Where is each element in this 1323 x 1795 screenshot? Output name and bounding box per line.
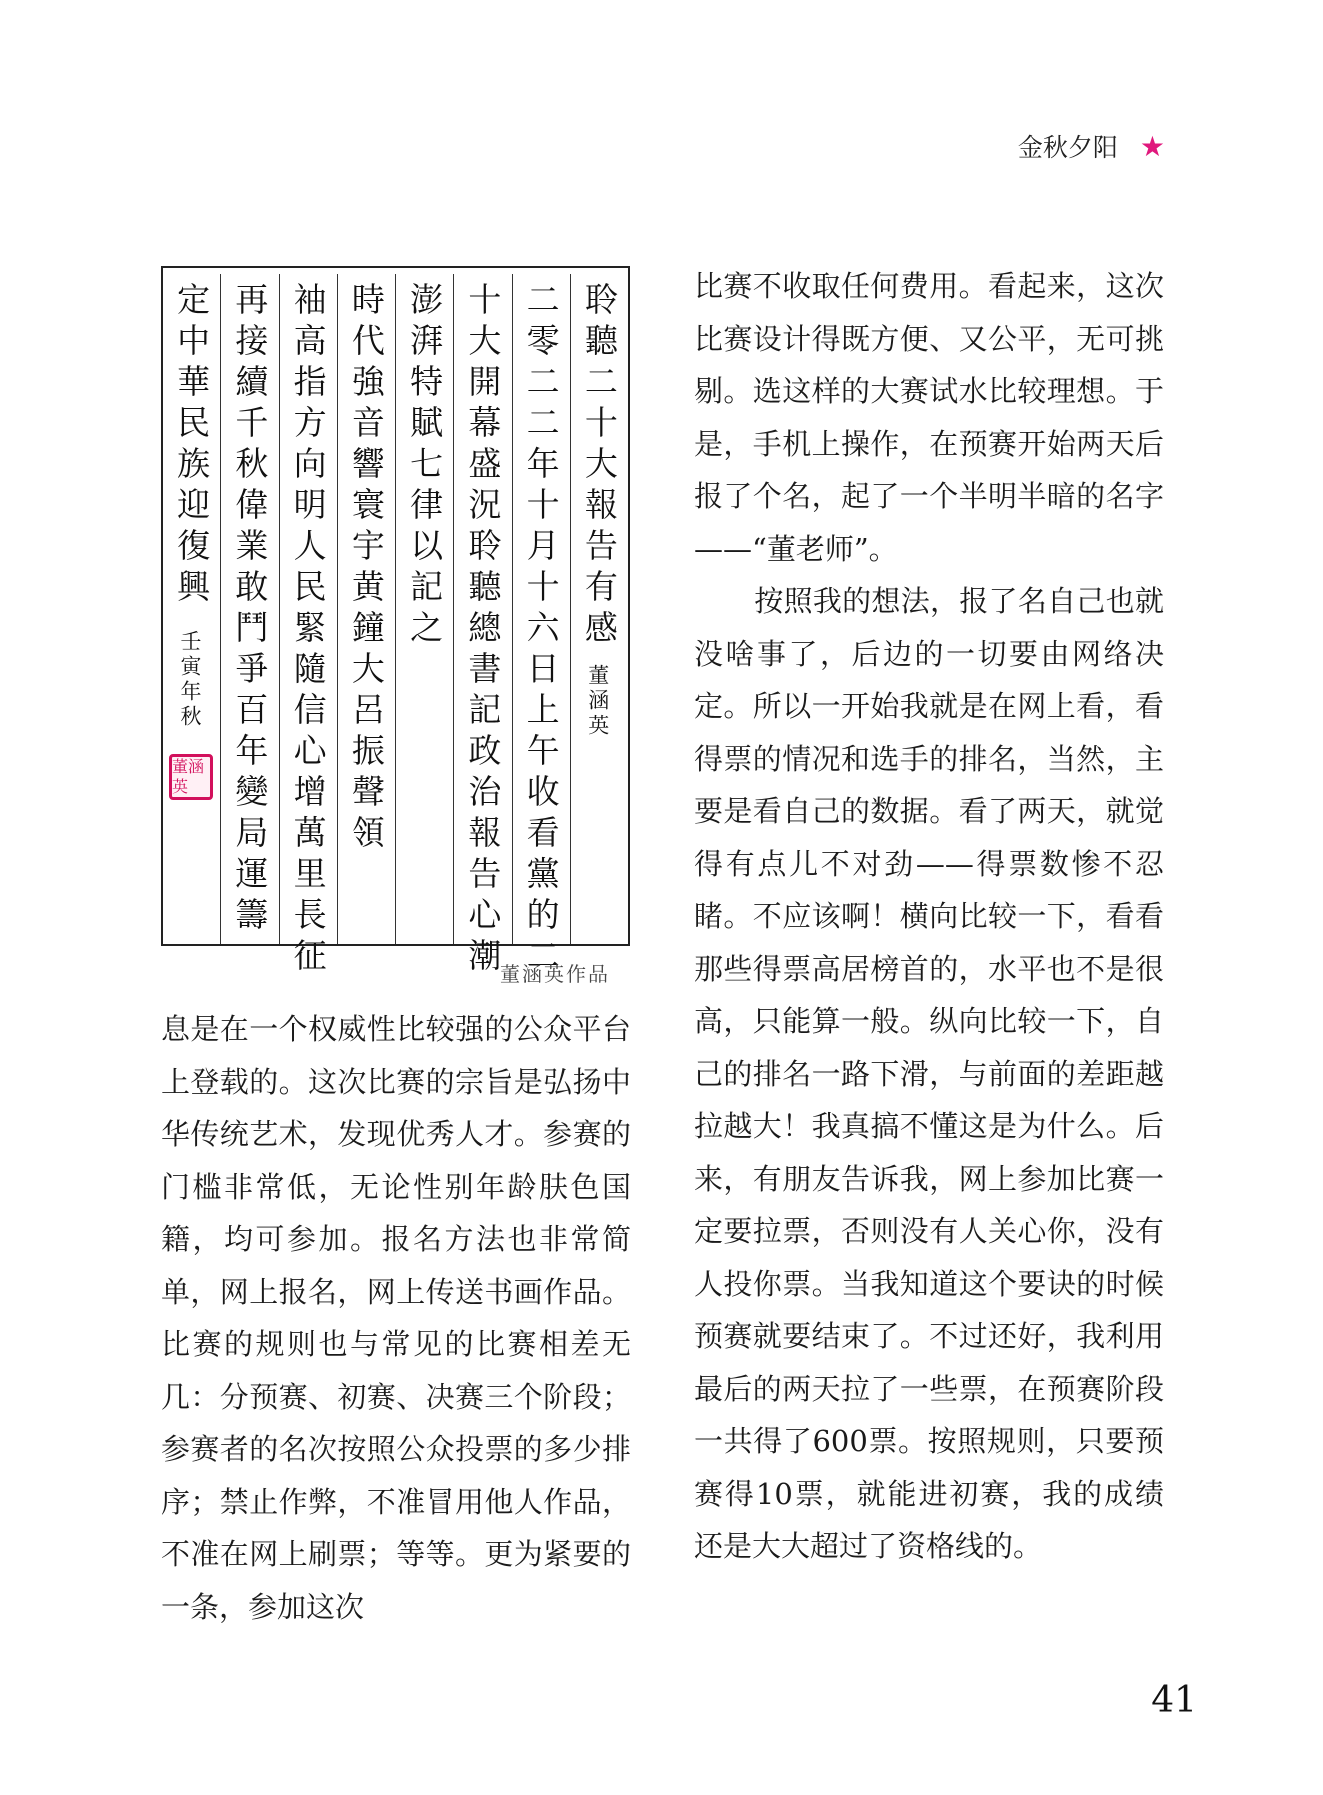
date-signature: 壬寅年秋: [178, 630, 202, 730]
calligraphy-column: [163, 274, 220, 944]
calligraphy-column: [570, 274, 628, 944]
seal-text: 董涵英: [172, 757, 205, 796]
calligraphy-text: 二零二二年十月十六日上午收看黨的二: [521, 282, 561, 979]
calligraphy-text: 聆聽二十大報告有感: [579, 282, 619, 651]
page-number: 41: [1151, 1680, 1197, 1721]
calligraphy-text: 袖高指方向明人民緊隨信心增萬里長征: [288, 282, 328, 979]
calligraphy-text: 十大開幕盛況聆聽總書記政治報告心潮: [463, 282, 503, 979]
body-column-right: [694, 260, 1164, 1573]
body-paragraph-text: 按照我的想法，报了名自己也就没啥事了，后边的一切要由网络决定。所以一开始我就是在网上看，看得票的情况和选手的排名，当然，主要是看自己的数据。看了两天，就觉得有点儿不对劲——得票数惨不忍睹。不应该啊！横向比较一下，看看那些得票高居榜首的，水平也不是很高，只能算一般。纵向比较一下，自己的排名一路下滑，与前面的差距越拉越大！我真搞不懂这是为什么。后来，有朋友告诉我，网上参加比赛一定要拉票，否则没有人关心你，没有人投你票。当我知道这个要诀的时候预赛就要结束了。不过还好，我利用最后的两天拉了一些票，在预赛阶段一共得了600票。按照规则，只要预赛得10票，就能进初赛，我的成绩还是大大超过了资格线的。: [694, 584, 1164, 1563]
figure-caption: 董涵英作品: [500, 962, 610, 986]
calligraphy-column: [395, 274, 453, 944]
star-icon: ★: [1139, 129, 1165, 163]
calligraphy-text: 再接續千秋偉業敢鬥爭百年變局運籌: [230, 282, 270, 938]
body-paragraph-left: 息是在一个权威性比较强的公众平台上登载的。这次比赛的宗旨是弘扬中华传统艺术，发现优秀人才。参赛的门槛非常低，无论性别年龄肤色国籍，均可参加。报名方法也非常简单，网上报名，网上传送书画作品。比赛的规则也与常见的比赛相差无几：分预赛、初赛、决赛三个阶段；参赛者的名次按照公众投票的多少排序；禁止作弊，不准冒用他人作品，不准在网上刷票；等等。更为紧要的一条，参加这次: [161, 1012, 631, 1624]
running-header: [1018, 128, 1165, 164]
author-signature: 董涵英: [585, 664, 610, 739]
calligraphy-text: 澎湃特賦七律以記之: [405, 282, 445, 651]
seal-stamp: [169, 754, 213, 800]
calligraphy-column: [337, 274, 395, 944]
calligraphy-text: 時代強音響寰宇黄鐘大呂振聲領: [346, 282, 386, 856]
calligraphy-column: [453, 274, 511, 979]
calligraphy-column: [512, 274, 570, 979]
calligraphy-text: 定中華民族迎復興: [172, 282, 212, 610]
calligraphy-column: [220, 274, 278, 944]
body-paragraph-indented: [694, 575, 1164, 1573]
calligraphy-column: [279, 274, 337, 979]
section-title: 金秋夕阳: [1017, 133, 1118, 162]
body-paragraph: 比赛不收取任何费用。看起来，这次比赛设计得既方便、又公平，无可挑剔。选这样的大赛试水比较理想。于是，手机上操作，在预赛开始两天后报了个名，起了一个半明半暗的名字——“董老师”。: [694, 269, 1164, 566]
